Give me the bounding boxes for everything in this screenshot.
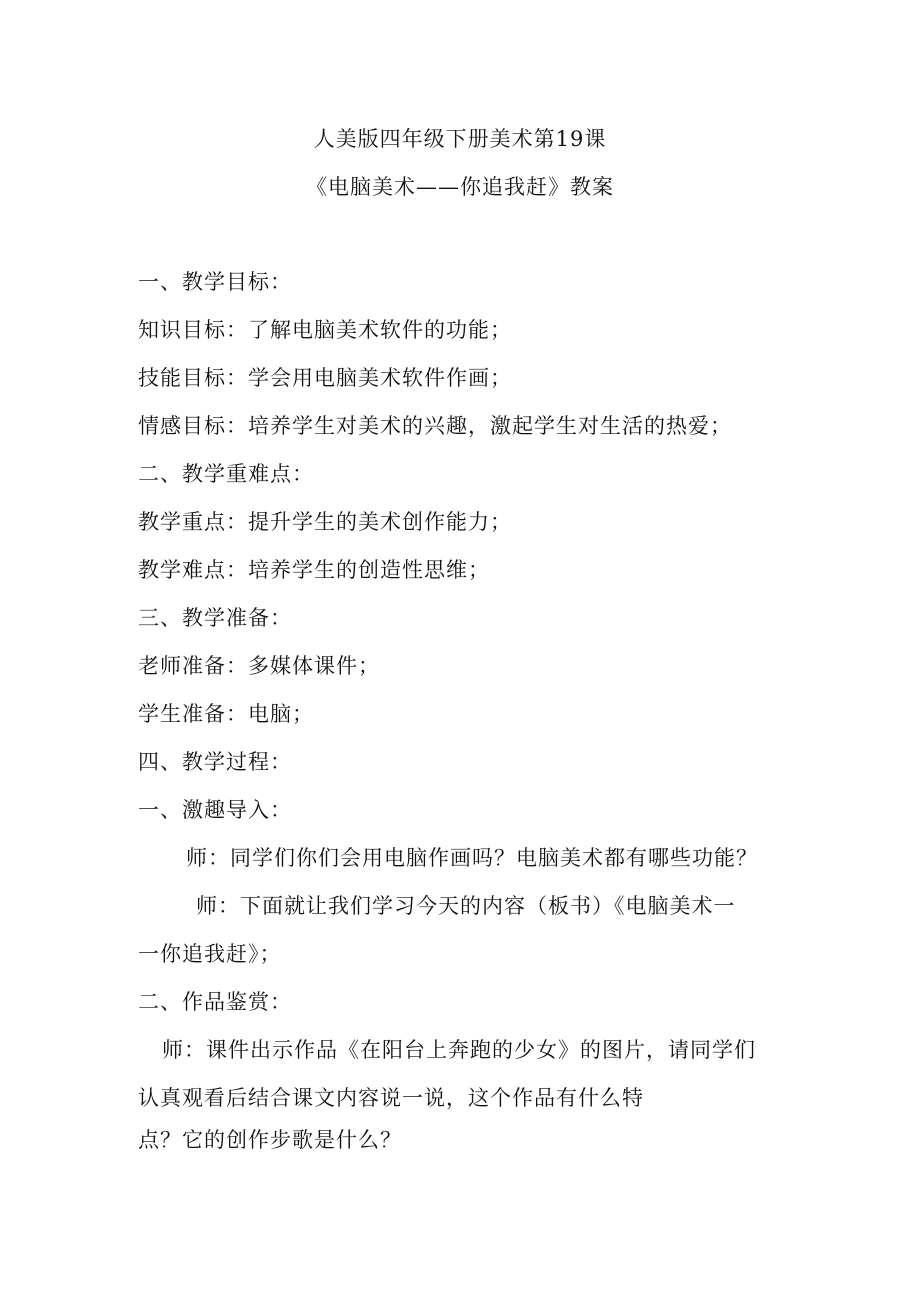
paragraph-appreciation: 师：课件出示作品《在阳台上奔跑的少女》的图片，请同学们 <box>162 1038 756 1062</box>
paragraph-appreciation-cont: 认真观看后结合课文内容说一说，这个作品有什么特 <box>138 1086 644 1110</box>
paragraph-appreciation-end: 点？它的创作步歌是什么？ <box>138 1128 402 1152</box>
document-title-line-1: 人美版四年级下册美术第19课 <box>313 127 607 151</box>
section-heading-key-points: 二、教学重难点： <box>138 462 314 486</box>
paragraph-skill-objective: 技能目标：学会用电脑美术软件作画； <box>138 366 512 390</box>
subsection-heading-introduction: 一、激趣导入： <box>138 798 292 822</box>
paragraph-key-point: 教学重点：提升学生的美术创作能力； <box>138 510 512 534</box>
paragraph-teacher-intro: 师：下面就让我们学习今天的内容（板书）《电脑美术一 <box>196 894 736 918</box>
section-heading-process: 四、教学过程： <box>138 750 292 774</box>
section-heading-objectives: 一、教学目标： <box>138 270 292 294</box>
paragraph-teacher-preparation: 老师准备：多媒体课件； <box>138 654 380 678</box>
document-title-line-2: 《电脑美术——你追我赶》教案 <box>306 175 614 199</box>
paragraph-teacher-intro-cont: 一你追我赶》； <box>138 942 282 966</box>
section-heading-preparation: 三、教学准备： <box>138 606 292 630</box>
paragraph-knowledge-objective: 知识目标：了解电脑美术软件的功能； <box>138 318 512 342</box>
paragraph-student-preparation: 学生准备：电脑； <box>138 702 314 726</box>
subsection-heading-appreciation: 二、作品鉴赏： <box>138 990 292 1014</box>
paragraph-emotion-objective: 情感目标：培养学生对美术的兴趣，激起学生对生活的热爱； <box>138 414 732 438</box>
paragraph-teacher-question: 师：同学们你们会用电脑作画吗？电脑美术都有哪些功能？ <box>186 846 758 870</box>
paragraph-difficult-point: 教学难点：培养学生的创造性思维； <box>138 558 490 582</box>
